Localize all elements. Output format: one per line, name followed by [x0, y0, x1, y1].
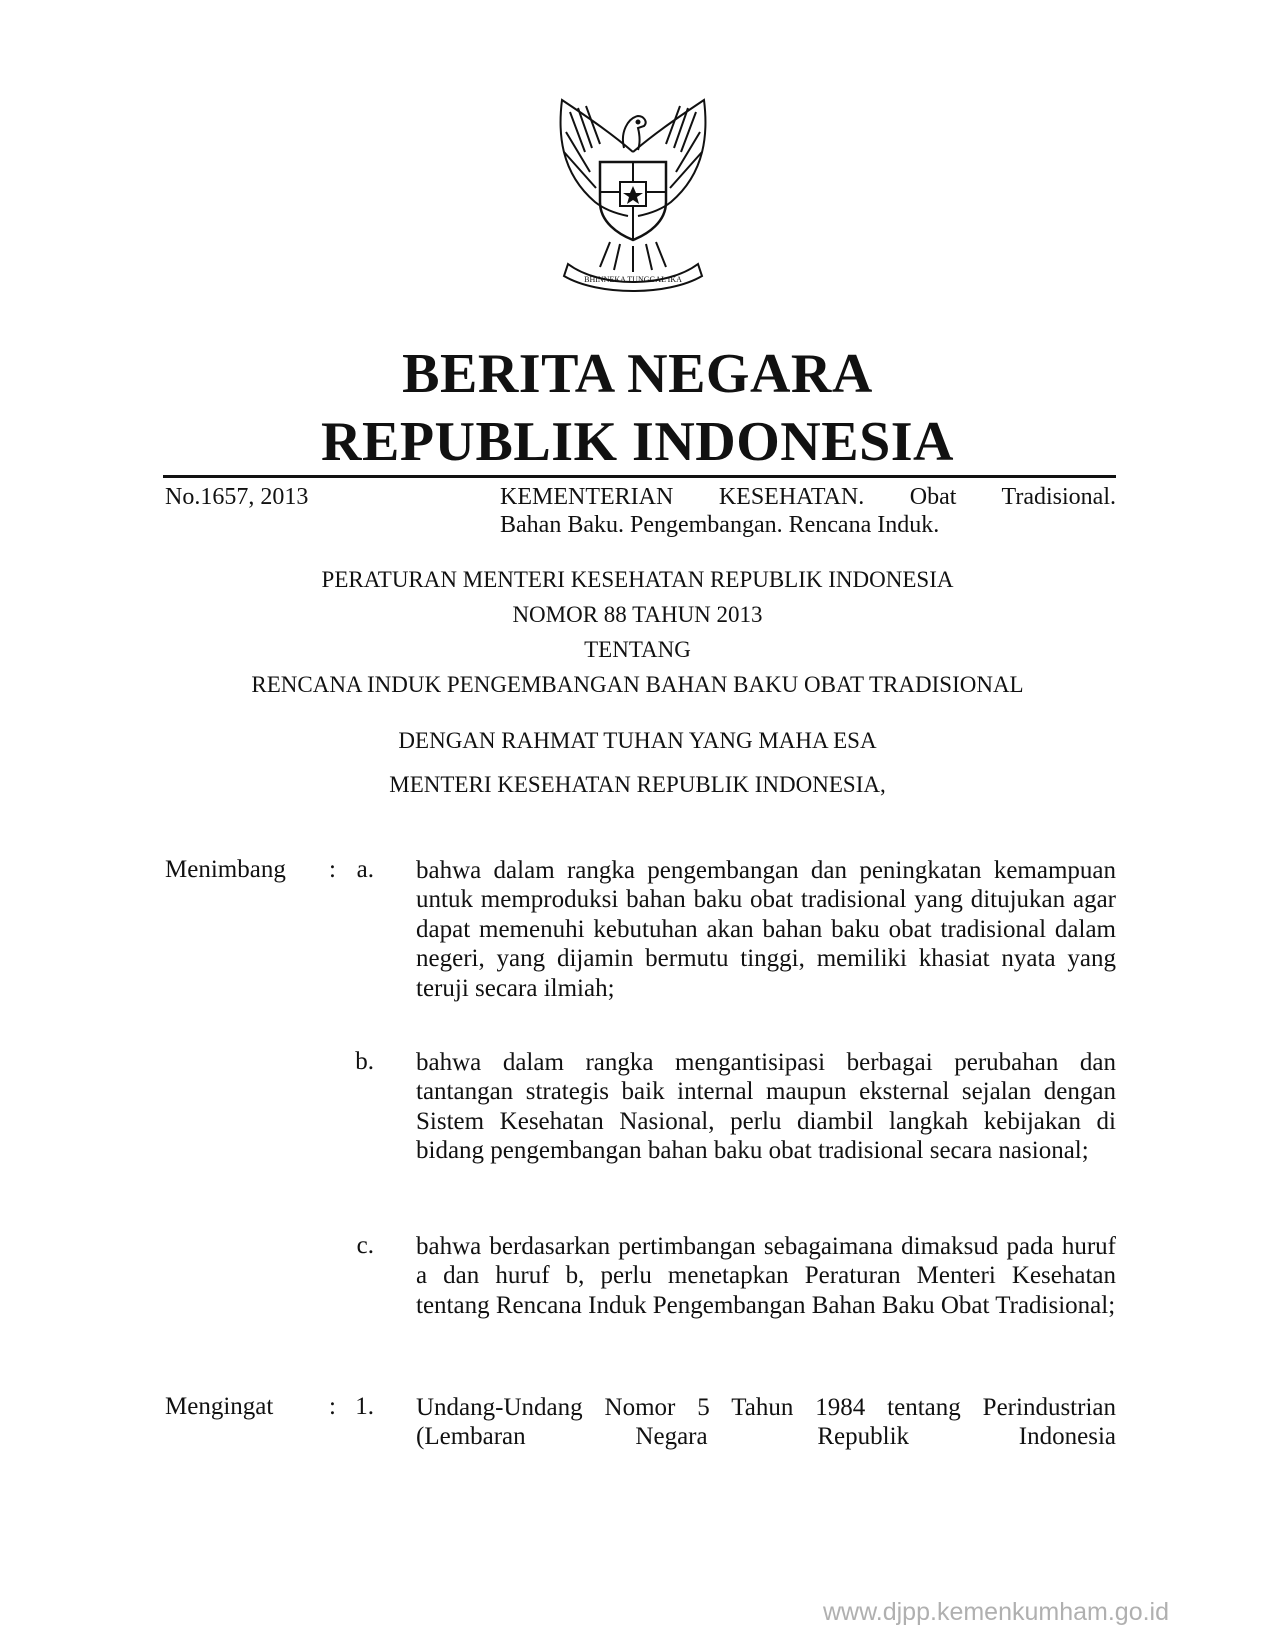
regulation-title: PERATURAN MENTERI KESEHATAN REPUBLIK INDONESIA [321, 567, 954, 592]
footer-url[interactable]: www.djpp.kemenkumham.go.id [823, 1598, 1169, 1626]
masthead-subtitle: REPUBLIK INDONESIA [321, 411, 954, 473]
consideration-paragraph: bahwa dalam rangka pengembangan dan peningkatan kemampuan untuk memproduksi bahan baku obat tradisional yang ditujukan agar dapat memenuhi kebutuhan akan bahan baku obat tradisional dalam negeri, yang dijamin bermutu tinggi, memiliki khasiat nyata yang teruji secara ilmiah; [416, 857, 1116, 1002]
item-marker: a. [356, 856, 374, 883]
menimbang-colon: : [329, 856, 336, 883]
preamble-divine: DENGAN RAHMAT TUHAN YANG MAHA ESA [398, 728, 877, 753]
issue-subject [500, 483, 1116, 539]
regulation-subject: RENCANA INDUK PENGEMBANGAN BAHAN BAKU OBAT TRADISIONAL [251, 672, 1024, 697]
legal-basis-paragraph: Undang-Undang Nomor 5 Tahun 1984 tentang Perindustrian (Lembaran Negara Republik Indonesia [416, 1394, 1116, 1451]
issue-subject-line: KEMENTERIAN KESEHATAN. Obat Tradisional. [500, 484, 1116, 510]
regulation-about: TENTANG [584, 637, 691, 662]
masthead-title: BERITA NEGARA [402, 343, 873, 405]
consideration-paragraph: bahwa berdasarkan pertimbangan sebagaimana dimaksud pada huruf a dan huruf b, perlu menetapkan Peraturan Menteri Kesehatan tentang Rencana Induk Pengembangan Bahan Baku Obat Tradisional; [416, 1233, 1116, 1319]
item-marker: c. [356, 1232, 374, 1259]
menimbang-label: Menimbang [165, 856, 286, 883]
mengingat-label: Mengingat [165, 1393, 274, 1420]
item-marker: 1. [355, 1393, 374, 1420]
consideration-paragraph: bahwa dalam rangka mengantisipasi berbagai perubahan dan tantangan strategis baik internal maupun eksternal sejalan dengan Sistem Kesehatan Nasional, perlu diambil langkah kebijakan di bidang pengembangan bahan baku obat tradisional secara nasional; [416, 1049, 1116, 1165]
masthead-rule [163, 475, 1116, 478]
preamble-minister: MENTERI KESEHATAN REPUBLIK INDONESIA, [389, 772, 886, 797]
regulation-number: NOMOR 88 TAHUN 2013 [512, 602, 763, 627]
svg-text:BHINNEKA TUNGGAL IKA: BHINNEKA TUNGGAL IKA [584, 275, 682, 284]
mengingat-colon: : [329, 1393, 336, 1420]
item-marker: b. [355, 1048, 374, 1075]
garuda-emblem-icon [540, 92, 726, 292]
issue-number: No.1657, 2013 [165, 484, 309, 510]
issue-subject-line: Bahan Baku. Pengembangan. Rencana Induk. [500, 512, 940, 538]
